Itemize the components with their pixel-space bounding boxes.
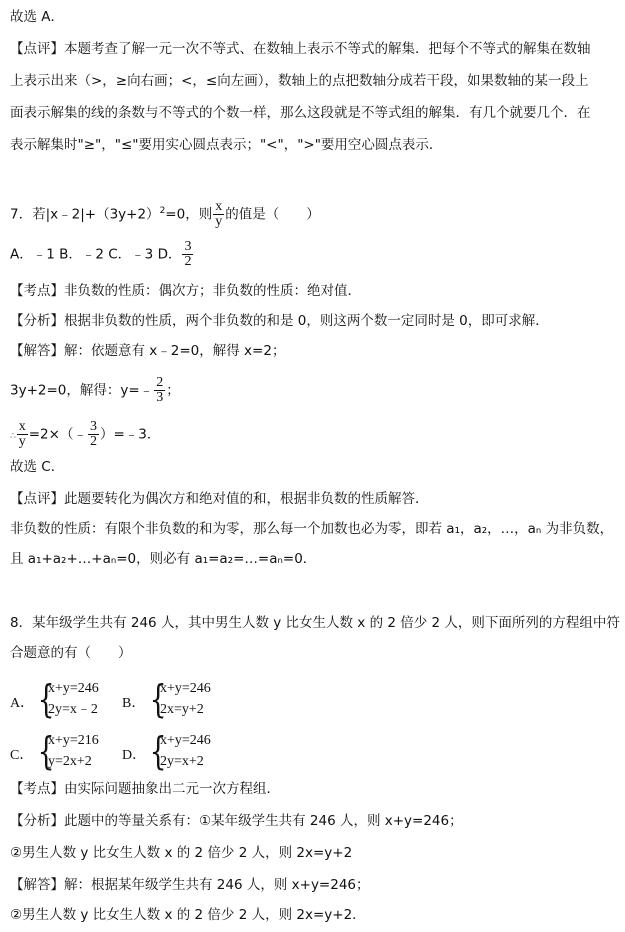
q8-option-d bbox=[122, 730, 232, 774]
fraction-numerator: x bbox=[215, 199, 223, 214]
equation-2: 2y=x+2 bbox=[160, 754, 204, 769]
kaodian-text: 由实际问题抽象出二元一次方程组． bbox=[64, 781, 280, 797]
fenxi-tag: 【分析】 bbox=[10, 313, 64, 329]
fraction-numerator: x bbox=[18, 419, 26, 434]
fraction-denominator: y bbox=[18, 434, 26, 449]
fraction-numerator: 3 bbox=[184, 239, 192, 254]
fraction-denominator: 2 bbox=[89, 434, 97, 449]
option-label: A． bbox=[10, 696, 35, 711]
equation-2: 2y=x﹣2 bbox=[48, 702, 98, 717]
fraction-numerator: 2 bbox=[156, 375, 164, 390]
comment-line-4: 表示解集时"≥"，"≤"要用实心圆点表示；"<"，">"要用空心圆点表示． bbox=[10, 137, 443, 153]
step3-post: ）=﹣3． bbox=[99, 426, 161, 443]
comment-text: 此题要转化为偶次方和绝对值的和，根据非负数的性质解答． bbox=[64, 491, 429, 507]
step2-fraction bbox=[154, 376, 165, 405]
q7-step3 bbox=[10, 420, 160, 449]
step3-mid: =2×（﹣ bbox=[28, 426, 87, 443]
comment-tag: 【点评】 bbox=[10, 491, 64, 507]
option-label: D． bbox=[122, 748, 147, 763]
equation-1: x+y=246 bbox=[160, 681, 211, 696]
option-label: B． bbox=[122, 696, 146, 711]
step3-fraction-1 bbox=[17, 420, 28, 449]
brace-icon: { bbox=[37, 677, 55, 721]
q8-option-b bbox=[122, 678, 232, 722]
step3-fraction-2 bbox=[88, 420, 99, 449]
q8-fenxi bbox=[10, 812, 463, 830]
q8-option-a bbox=[10, 678, 120, 722]
jieda-text: 解：根据某年级学生共有 246 人，则 x+y=246； bbox=[64, 877, 370, 893]
equation-2: y=2x+2 bbox=[48, 754, 92, 769]
fraction-denominator: y bbox=[215, 214, 223, 229]
q8-stem-line-1: 8．某年级学生共有 246 人，其中男生人数 y 比女生人数 x 的 2 倍少 2 人，则下面所列的方程组中符 bbox=[10, 615, 620, 631]
comment-line-3: 面表示解集的线的条数与不等式的个数一样，那么这段就是不等式组的解集．有几个就要几个．在 bbox=[10, 105, 591, 121]
q8-fenxi-2: ②男生人数 y 比女生人数 x 的 2 倍少 2 人，则 2x=y+2 bbox=[10, 845, 353, 861]
q7-options-text: A．﹣1 B．﹣2 C．﹣3 D． bbox=[10, 246, 182, 263]
q7-stem-b: =0，则 bbox=[165, 206, 213, 223]
fraction-denominator: 3 bbox=[156, 390, 164, 405]
equation-2: 2x=y+2 bbox=[160, 702, 204, 717]
kaodian-tag: 【考点】 bbox=[10, 781, 64, 797]
brace-icon: { bbox=[37, 729, 55, 773]
equation-1: x+y=216 bbox=[48, 733, 99, 748]
q7-step2 bbox=[10, 376, 180, 405]
equation-1: x+y=246 bbox=[48, 681, 99, 696]
q7-stem-a: 7．若|x﹣2|+（3y+2） bbox=[10, 206, 160, 223]
jieda-tag: 【解答】 bbox=[10, 343, 64, 359]
q7-kaodian bbox=[10, 282, 361, 300]
fenxi-tag: 【分析】 bbox=[10, 813, 64, 829]
fenxi-text: 此题中的等量关系有：①某年级学生共有 246 人，则 x+y=246； bbox=[64, 813, 463, 829]
equation-1: x+y=246 bbox=[160, 733, 211, 748]
q8-jieda-2: ②男生人数 y 比女生人数 x 的 2 倍少 2 人，则 2x=y+2． bbox=[10, 907, 366, 923]
comment-line-2: 上表示出来（>，≥向右画；<，≤向左画），数轴上的点把数轴分成若干段，如果数轴的某一段上 bbox=[10, 73, 589, 89]
q7-nonneg-line-1: 非负数的性质：有限个非负数的和为零，那么每一个加数也必为零，即若 a₁，a₂，…，aₙ 为非负数， bbox=[10, 521, 614, 537]
q7-option-d-fraction bbox=[182, 240, 193, 269]
answer-line-a: 故选 A． bbox=[10, 9, 65, 25]
kaodian-tag: 【考点】 bbox=[10, 283, 64, 299]
q7-exponent: 2 bbox=[159, 206, 166, 216]
brace-icon: { bbox=[149, 729, 167, 773]
q7-stem bbox=[10, 200, 320, 229]
q7-nonneg-line-2: 且 a₁+a₂+…+aₙ=0，则必有 a₁=a₂=…=aₙ=0． bbox=[10, 551, 317, 567]
step2-text-a: 3y+2=0，解得：y=﹣ bbox=[10, 382, 154, 399]
q8-kaodian bbox=[10, 780, 280, 798]
fenxi-text: 根据非负数的性质，两个非负数的和是 0，则这两个数一定同时是 0，即可求解． bbox=[64, 313, 549, 329]
q7-jieda bbox=[10, 342, 285, 360]
therefore-symbol: ∴ bbox=[10, 431, 16, 442]
step2-text-b: ； bbox=[166, 382, 180, 399]
q8-jieda bbox=[10, 876, 370, 894]
q7-stem-c: 的值是（ ） bbox=[225, 206, 320, 223]
kaodian-text: 非负数的性质：偶次方；非负数的性质：绝对值． bbox=[64, 283, 361, 299]
q8-option-c bbox=[10, 730, 120, 774]
q7-stem-fraction bbox=[213, 200, 224, 229]
q7-fenxi bbox=[10, 312, 549, 330]
option-label: C． bbox=[10, 748, 34, 763]
q7-answer: 故选 C． bbox=[10, 459, 65, 475]
comment-tag: 【点评】 bbox=[10, 41, 64, 57]
comment-text-1: 本题考查了解一元一次不等式、在数轴上表示不等式的解集．把每个不等式的解集在数轴 bbox=[64, 41, 591, 57]
fraction-numerator: 3 bbox=[89, 419, 97, 434]
q7-options bbox=[10, 240, 194, 269]
q8-stem-line-2: 合题意的有（ ） bbox=[10, 645, 132, 661]
jieda-tag: 【解答】 bbox=[10, 877, 64, 893]
jieda-text: 解：依题意有 x﹣2=0，解得 x=2； bbox=[64, 343, 286, 359]
fraction-denominator: 2 bbox=[184, 254, 192, 269]
comment-line-1 bbox=[10, 40, 591, 58]
brace-icon: { bbox=[149, 677, 167, 721]
q7-comment bbox=[10, 490, 429, 508]
